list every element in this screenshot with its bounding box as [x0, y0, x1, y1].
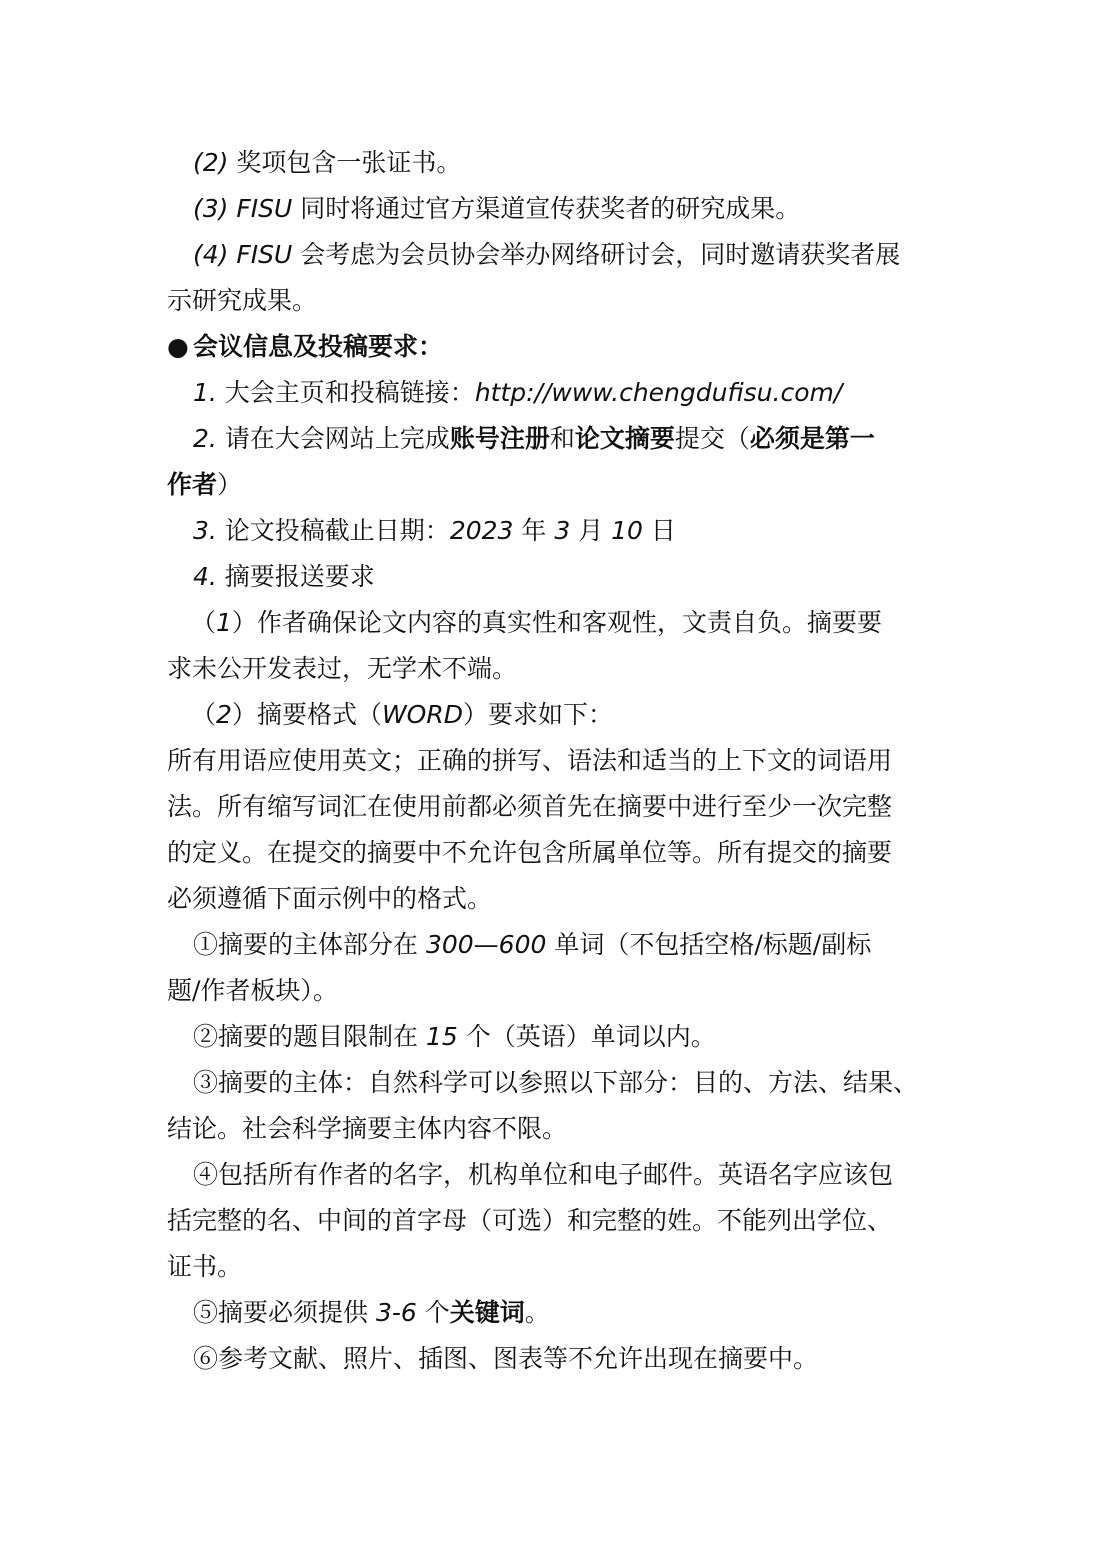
rule-text: 摘要的主体部分在	[218, 930, 426, 959]
paren-close: ）	[231, 608, 257, 637]
sub-number: 1	[216, 608, 232, 637]
word-format-text: WORD	[381, 700, 463, 729]
item-text: 奖项包含一张证书。	[228, 148, 462, 177]
rule-text: 摘要的主体：自然科学可以参照以下部分：目的、方法、结果、	[218, 1068, 919, 1097]
paren-open: （	[191, 700, 217, 729]
circled-number: ⑤	[193, 1298, 219, 1327]
document-page	[167, 140, 937, 1382]
rule-3	[167, 1060, 937, 1106]
conference-url-link[interactable]: http://www.chengdufisu.com/	[474, 378, 843, 407]
rule-text: 参考文献、照片、插图、图表等不允许出现在摘要中。	[218, 1344, 819, 1373]
req-text: 论文投稿截止日期：	[216, 516, 450, 545]
format-para-line-3: 的定义。在提交的摘要中不允许包含所属单位等。所有提交的摘要	[167, 838, 893, 867]
item-number: (3)	[193, 194, 229, 223]
req-number: 1.	[193, 378, 217, 407]
sub-text: 摘要格式（	[256, 700, 382, 729]
requirement-1	[167, 370, 937, 416]
circled-number: ③	[193, 1068, 219, 1097]
format-para-line-1: 所有用语应使用英文；正确的拼写、语法和适当的上下文的词语用	[167, 746, 893, 775]
circled-number: ①	[193, 930, 219, 959]
rule-text: 个（英语）单词以内。	[457, 1022, 716, 1051]
rule-5	[167, 1290, 937, 1336]
item-text: 同时将通过官方渠道宣传获奖者的研究成果。	[292, 194, 801, 223]
rule-text: 单词（不包括空格/标题/副标	[546, 930, 872, 959]
award-item-4-cont	[167, 278, 937, 324]
req-text: ）	[217, 470, 243, 499]
req-number: 2.	[193, 424, 217, 453]
rule-text: 摘要必须提供	[218, 1298, 376, 1327]
circled-number: ④	[193, 1160, 219, 1189]
req-number: 3.	[193, 516, 217, 545]
requirement-4	[167, 554, 937, 600]
award-item-3	[167, 186, 937, 232]
rule-1-cont: 题/作者板块）。	[167, 976, 338, 1005]
keyword-range: 3-6	[375, 1298, 417, 1327]
deadline-year: 2023	[449, 516, 514, 545]
word-range: 300—600	[425, 930, 547, 959]
rule-text: 摘要的题目限制在	[218, 1022, 426, 1051]
rule-text: 包括所有作者的名字，机构单位和电子邮件。英语名字应该包	[218, 1160, 894, 1189]
requirement-2	[167, 416, 937, 462]
req-text: 和	[549, 424, 575, 453]
req-text: 摘要报送要求	[216, 562, 375, 591]
award-item-4	[167, 232, 937, 278]
sub-item-2	[167, 692, 937, 738]
format-para-line-4: 必须遵循下面示例中的格式。	[167, 884, 493, 913]
sub-item-1	[167, 600, 937, 646]
circled-number: ②	[193, 1022, 219, 1051]
sub-number: 2	[216, 700, 232, 729]
req-text: 日	[642, 516, 676, 545]
account-registration-text: 账号注册	[449, 424, 550, 453]
item-text: 会考虑为会员协会举办网络研讨会，同时邀请获奖者展	[292, 240, 901, 269]
circled-number: ⑥	[193, 1344, 219, 1373]
sub-text-cont: 求未公开发表过，无学术不端。	[167, 654, 518, 683]
item-number: (4)	[193, 240, 229, 269]
requirement-2-cont	[167, 462, 937, 508]
paper-abstract-text: 论文摘要	[574, 424, 675, 453]
rule-text: 。	[524, 1298, 550, 1327]
req-number: 4.	[193, 562, 217, 591]
req-text: 大会主页和投稿链接：	[216, 378, 475, 407]
requirement-3	[167, 508, 937, 554]
req-text: 请在大会网站上完成	[216, 424, 450, 453]
keywords-text: 关键词	[449, 1298, 525, 1327]
first-author-text-cont: 作者	[167, 470, 218, 499]
fisu-text: FISU	[228, 240, 293, 269]
paren-close: ）	[231, 700, 257, 729]
rule-1	[167, 922, 937, 968]
req-text: 提交（	[674, 424, 750, 453]
deadline-day: 10	[611, 516, 643, 545]
paren-open: （	[191, 608, 217, 637]
rule-4-cont-2: 证书。	[167, 1252, 243, 1281]
item-text-cont: 示研究成果。	[167, 286, 318, 315]
sub-text: 作者确保论文内容的真实性和客观性，文责自负。摘要要	[256, 608, 882, 637]
fisu-text: FISU	[228, 194, 293, 223]
rule-6	[167, 1336, 937, 1382]
rule-3-cont: 结论。社会科学摘要主体内容不限。	[167, 1114, 568, 1143]
deadline-month: 3	[554, 516, 571, 545]
section-title: 会议信息及投稿要求：	[193, 332, 444, 361]
title-word-limit: 15	[425, 1022, 458, 1051]
req-text: 月	[570, 516, 612, 545]
item-number: (2)	[193, 148, 229, 177]
format-para-line-2: 法。所有缩写词汇在使用前都必须首先在摘要中进行至少一次完整	[167, 792, 893, 821]
bullet-icon: ●	[167, 332, 189, 361]
award-item-2	[167, 140, 937, 186]
rule-text: 个	[416, 1298, 450, 1327]
section-heading	[167, 324, 937, 370]
sub-text: ）要求如下：	[462, 700, 613, 729]
rule-4	[167, 1152, 937, 1198]
rule-4-cont-1: 括完整的名、中间的首字母（可选）和完整的姓。不能列出学位、	[167, 1206, 893, 1235]
req-text: 年	[513, 516, 555, 545]
rule-2	[167, 1014, 937, 1060]
first-author-text: 必须是第一	[749, 424, 875, 453]
sub-item-1-cont	[167, 646, 937, 692]
